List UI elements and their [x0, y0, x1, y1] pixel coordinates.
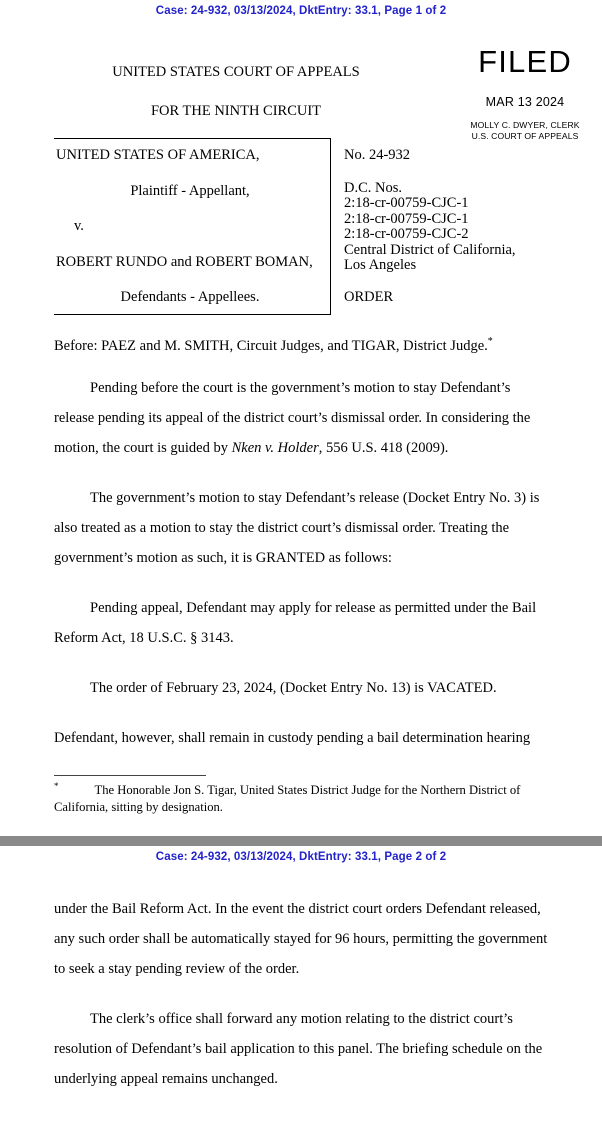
- order-paragraph-1-tail: , 556 U.S. 418 (2009).: [318, 440, 449, 456]
- footnote-content: [54, 782, 552, 816]
- case-caption-table: [54, 138, 516, 315]
- order-paragraph-3-text: Pending appeal, Defendant may apply for release as permitted under the Bail Reform Act, 18 U.S.C. § 3143.: [54, 600, 537, 646]
- order-paragraph-5-text: Defendant, however, shall remain in custody pending a bail determination hearing: [54, 730, 531, 746]
- order-paragraph-2: [54, 483, 552, 573]
- order-paragraph-7-text: The clerk’s office shall forward any motion relating to the district court’s resolution of Defendant’s bail application to this panel. The briefing schedule on the underlying appeal remains unchanged.: [54, 1011, 543, 1087]
- document-heading-block: [0, 22, 602, 141]
- ecf-stamp-header-page-1: Case: 24-932, 03/13/2024, DktEntry: 33.1, Page 1 of 2: [155, 5, 447, 17]
- caption-defendant-names: ROBERT RUNDO and ROBERT BOMAN,: [56, 253, 313, 270]
- filed-stamp-word: FILED: [478, 44, 572, 79]
- footnote-divider: [54, 775, 206, 776]
- caption-docket-column: [344, 148, 602, 304]
- caption-defendant-role: Defendants - Appellees.: [120, 289, 260, 305]
- filed-stamp: [448, 46, 602, 141]
- document-page-2: [0, 846, 602, 1142]
- caption-city: Los Angeles: [344, 257, 417, 273]
- order-paragraph-4: [54, 673, 552, 703]
- case-citation-nken-v-holder: Nken v. Holder: [231, 440, 319, 456]
- caption-dc-number-3: 2:18-cr-00759-CJC-2: [344, 226, 469, 242]
- caption-document-type: ORDER: [344, 288, 394, 305]
- order-paragraph-4-text: The order of February 23, 2024, (Docket Entry No. 13) is VACATED.: [90, 680, 497, 696]
- filed-stamp-clerk-block: [448, 120, 602, 141]
- order-paragraph-6: [54, 894, 552, 984]
- caption-dc-number-1: 2:18-cr-00759-CJC-1: [344, 195, 469, 211]
- caption-plaintiff-name: UNITED STATES OF AMERICA,: [56, 147, 260, 163]
- caption-plaintiff-role: Plaintiff - Appellant,: [130, 182, 250, 199]
- court-name-line-2: FOR THE NINTH CIRCUIT: [150, 103, 322, 119]
- court-name-line-1: UNITED STATES COURT OF APPEALS: [112, 64, 360, 80]
- footnote-marker-icon: *: [54, 780, 59, 791]
- caption-dc-label: D.C. Nos.: [344, 179, 403, 196]
- order-body-page-2: [0, 868, 602, 1094]
- order-paragraph-1-lead: Pending before the court is the government’s motion to stay Defendant’s release pending its appeal of the district court’s dismissal order. In considering the motion, the court is guided by: [54, 380, 531, 456]
- caption-dc-number-2: 2:18-cr-00759-CJC-1: [344, 210, 469, 227]
- order-paragraph-2-text: The government’s motion to stay Defendant’s release (Docket Entry No. 3) is also treated as a motion to stay the district court’s dismissal order. Treating the government’s motion as such, it is GRANTED as follows:: [54, 490, 540, 566]
- order-paragraph-7: [54, 1004, 552, 1094]
- caption-case-number: No. 24-932: [344, 147, 411, 163]
- clerk-court: U.S. COURT OF APPEALS: [471, 130, 579, 141]
- filed-stamp-date: MAR 13 2024: [485, 95, 565, 109]
- order-paragraph-5: [54, 723, 552, 753]
- panel-judges-text: Before: PAEZ and M. SMITH, Circuit Judges, and TIGAR, District Judge.: [54, 337, 488, 354]
- caption-district: Central District of California,: [344, 241, 516, 258]
- order-paragraph-6-text: under the Bail Reform Act. In the event the district court orders Defendant released, any such order shall be automatically stayed for 96 hours, permitting the government to seek a stay pending review of the order.: [54, 901, 548, 977]
- footnote-text: The Honorable Jon S. Tigar, United States District Judge for the Northern District of California, sitting by designation.: [54, 783, 521, 814]
- panel-before-line: [54, 335, 552, 354]
- caption-parties-column: [54, 148, 330, 305]
- page-separator-bar: [0, 836, 602, 846]
- ecf-stamp-header-page-2: Case: 24-932, 03/13/2024, DktEntry: 33.1, Page 2 of 2: [155, 851, 447, 863]
- order-body-page-1: [0, 335, 602, 754]
- order-paragraph-1: [54, 373, 552, 463]
- caption-versus: v.: [74, 218, 84, 234]
- clerk-name: MOLLY C. DWYER, CLERK: [470, 120, 580, 130]
- panel-footnote-marker-icon: *: [487, 335, 493, 347]
- order-paragraph-3: [54, 593, 552, 653]
- footnote-block: [0, 775, 602, 816]
